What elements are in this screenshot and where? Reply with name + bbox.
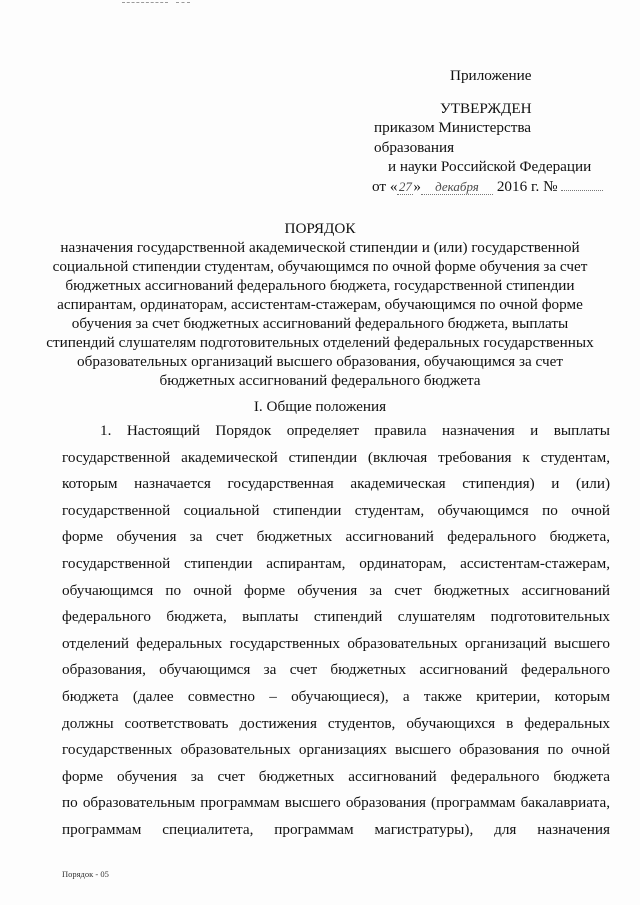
- body-line: которым назначается государственная академическая стипендия) и (или): [62, 475, 610, 493]
- approved-label: УТВЕРЖДЕН: [440, 99, 532, 117]
- body-paragraph: [62, 418, 610, 844]
- body-line: обучающимся по очной форме обучения за счет бюджетных ассигнований: [62, 581, 610, 599]
- appendix-label: Приложение: [450, 67, 532, 84]
- body-line: государственной социальной стипендии студентам, обучающимся по очной: [62, 501, 610, 519]
- section-title: I. Общие положения: [253, 398, 387, 415]
- title-line: обучения за счет бюджетных ассигнований федерального бюджета, выплаты: [71, 315, 569, 332]
- body-line: должны соответствовать достижения студентов, обучающихся в федеральных: [62, 714, 610, 732]
- handwritten-month: декабря: [421, 180, 493, 195]
- approval-block: [360, 66, 610, 196]
- date-prefix: от «: [372, 177, 398, 195]
- body-line: государственной стипендии аспирантам, ординаторам, ассистентам-стажерам,: [62, 554, 610, 572]
- title-line: бюджетных ассигнований федерального бюджета: [159, 372, 481, 389]
- title-line: образовательных организаций высшего образования, обучающимся за счет: [77, 353, 563, 370]
- title-line: социальной стипендии студентам, обучающимся по очной форме обучения за счет: [52, 258, 588, 275]
- body-line: государственной академической стипендии (включая требования к студентам,: [62, 448, 610, 466]
- body-line: образования, обучающимся за счет бюджетных ассигнований федерального: [62, 661, 610, 679]
- scan-artifact: [176, 2, 190, 4]
- scan-artifact: [122, 2, 168, 4]
- body-line: отделений федеральных государственных образовательных организаций высшего: [62, 634, 610, 652]
- title-line: назначения государственной академической стипендии и (или) государственной: [60, 239, 580, 256]
- date-year: 2016 г. №: [496, 177, 558, 195]
- title-heading: ПОРЯДОК: [284, 220, 356, 237]
- handwritten-day: 27: [398, 178, 412, 194]
- title-line: стипендий слушателям подготовительных отделений федеральных государственных: [46, 334, 594, 351]
- title-line: бюджетных ассигнований федерального бюджета, государственной стипендии: [65, 277, 575, 294]
- body-line: форме обучения за счет бюджетных ассигнований федерального бюджета: [62, 767, 610, 785]
- body-line: форме обучения за счет бюджетных ассигнований федерального бюджета,: [62, 528, 610, 546]
- body-line: бюджета (далее совместно – обучающиеся), а также критерии, которым: [62, 687, 610, 705]
- order-date-line: [372, 177, 610, 197]
- date-mid: »: [413, 177, 422, 195]
- order-line-2: и науки Российской Федерации: [388, 158, 592, 175]
- body-line: программам специалитета, программам магистратуры), для назначения: [62, 820, 610, 838]
- body-line: 1. Настоящий Порядок определяет правила назначения и выплаты: [100, 422, 610, 439]
- order-line-1: приказом Министерства образования: [374, 119, 532, 156]
- handwritten-order-number: [561, 190, 603, 191]
- title-line: аспирантам, ординаторам, ассистентам-стажерам, обучающимся по очной форме: [57, 296, 583, 313]
- body-line: государственных образовательных организациях высшего образования по очной: [62, 741, 610, 759]
- body-line: по образовательным программам высшего образования (программам бакалавриата,: [62, 794, 610, 812]
- body-line: федерального бюджета, выплаты стипендий слушателям подготовительных: [62, 608, 610, 626]
- page-footer: Порядок - 05: [62, 869, 109, 879]
- document-title: [40, 219, 600, 390]
